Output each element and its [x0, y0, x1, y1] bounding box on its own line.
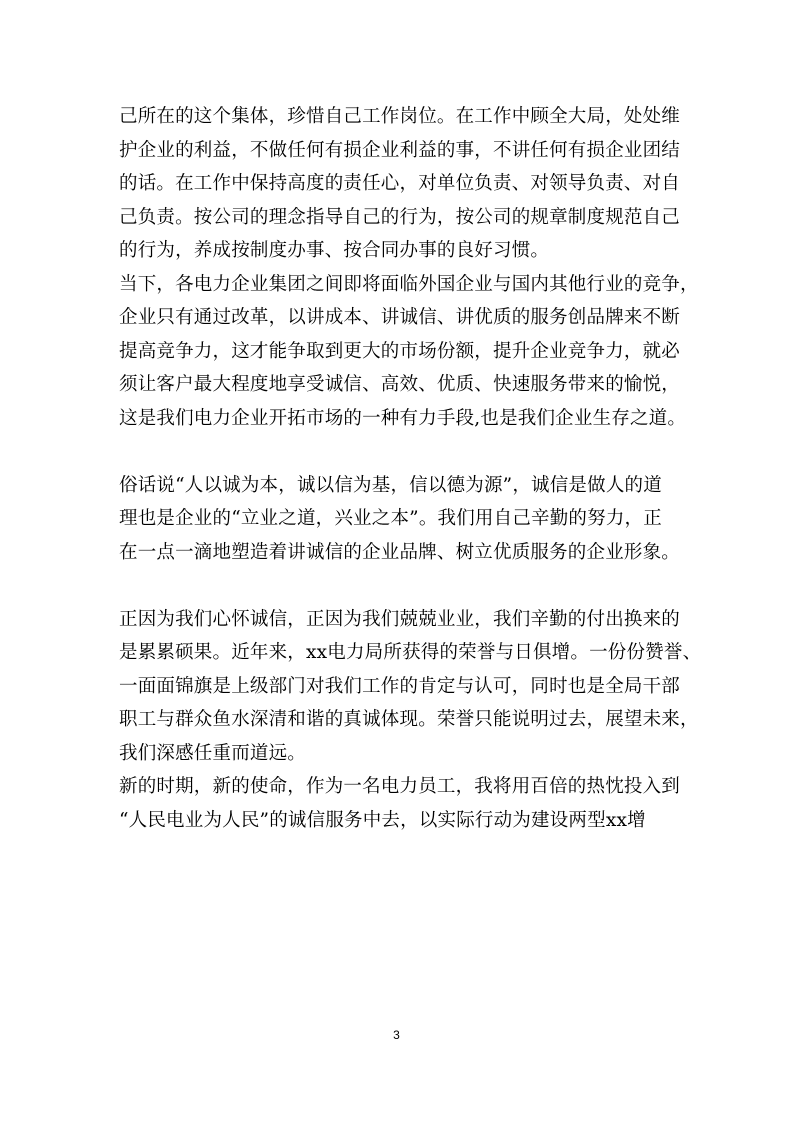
- page-number: 3: [393, 1028, 400, 1042]
- text-line: 新的时期，新的使命，作为一名电力员工，我将用百倍的热忱投入到: [119, 776, 681, 797]
- text-line: 提高竞争力，这才能争取到更大的市场份额，提升企业竞争力，就必: [119, 340, 681, 362]
- text-line: 企业只有通过改革，以讲成本、讲诚信、讲优质的服务创品牌来不断: [119, 307, 681, 328]
- text-line: 是累累硕果。近年来，xx电力局所获得的荣誉与日俱增。一份份赞誉、: [119, 642, 702, 663]
- text-line: 己所在的这个集体，珍惜自己工作岗位。在工作中顾全大局，处处维: [119, 106, 681, 127]
- paragraph-gap: [119, 435, 689, 469]
- text-line: 在一点一滴地塑造着讲诚信的企业品牌、树立优质服务的企业形象。: [119, 541, 681, 563]
- text-line: 一面面锦旗是上级部门对我们工作的肯定与认可，同时也是全局干部: [119, 675, 681, 697]
- paragraph-gap: [119, 569, 689, 603]
- text-line: 当下，各电力企业集团之间即将面临外国企业与国内其他行业的竞争，: [119, 273, 699, 295]
- text-line: 的行为，养成按制度办事、按合同办事的良好习惯。: [119, 240, 550, 261]
- text-line: 这是我们电力企业开拓市场的一种有力手段,也是我们企业生存之道。: [119, 407, 687, 429]
- body-text: [119, 100, 702, 837]
- text-line: 我们深感任重而道远。: [119, 742, 307, 764]
- text-line: 己负责。按公司的理念指导自己的行为，按公司的规章制度规范自己: [119, 206, 681, 228]
- text-line: 理也是企业的“立业之道，兴业之本”。我们用自己辛勤的努力，正: [119, 508, 662, 529]
- text-line: 护企业的利益，不做任何有损企业利益的事，不讲任何有损企业团结: [119, 139, 681, 161]
- text-line: 俗话说“人以诚为本，诚以信为基，信以德为源”，诚信是做人的道: [119, 474, 662, 496]
- text-line: “人民电业为人民”的诚信服务中去，以实际行动为建设两型xx增: [119, 809, 646, 831]
- text-line: 职工与群众鱼水深清和谐的真诚体现。荣誉只能说明过去，展望未来，: [119, 709, 699, 730]
- text-line: 正因为我们心怀诚信，正因为我们兢兢业业，我们辛勤的付出换来的: [119, 608, 681, 630]
- text-line: 的话。在工作中保持高度的责任心，对单位负责、对领导负责、对自: [119, 173, 681, 194]
- text-line: 须让客户最大程度地享受诚信、高效、优质、快速服务带来的愉悦，: [119, 374, 681, 395]
